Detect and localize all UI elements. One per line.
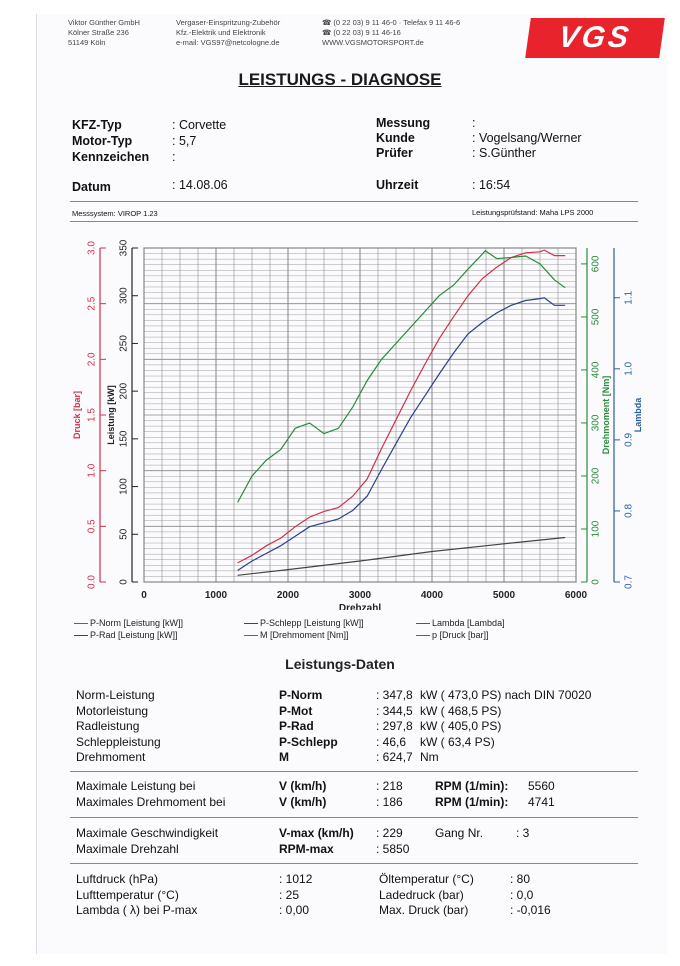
leistung-tick-label: 300 bbox=[118, 287, 130, 305]
lambda-tick-label: 1.0 bbox=[623, 361, 635, 376]
druck-tick-label: 2.0 bbox=[86, 352, 98, 367]
divider-1 bbox=[70, 771, 638, 772]
druck-tick-label: 1.0 bbox=[86, 463, 98, 478]
perf-value: : 46,6 bbox=[376, 734, 407, 749]
lambda-tick-label: 0.8 bbox=[623, 503, 635, 518]
legend-prad-swatch bbox=[74, 635, 88, 636]
max-value: : 218 bbox=[376, 779, 403, 793]
legend-lambda-swatch bbox=[416, 623, 430, 624]
section-title: Leistungs-Daten bbox=[285, 656, 395, 672]
env-value-2: : 80 bbox=[510, 872, 531, 886]
gang-label: Gang Nr. bbox=[435, 826, 484, 840]
rpm-max-key: RPM-max bbox=[279, 842, 334, 856]
gang-value: : 3 bbox=[516, 826, 530, 840]
legend-pschlepp-swatch bbox=[244, 623, 258, 624]
legend-m bbox=[244, 630, 349, 640]
legend-pnorm-unit: [Leistung [kW]] bbox=[123, 618, 184, 628]
legend-pschlepp-unit: [Leistung [kW]] bbox=[304, 618, 364, 628]
max-label: Maximales Drehmoment bei bbox=[76, 794, 226, 809]
legend-p-unit: [Druck [bar]] bbox=[439, 630, 489, 640]
perf-label: Schleppleistung bbox=[76, 734, 161, 749]
datum-value: : 14.08.06 bbox=[172, 178, 228, 192]
vgs-logo: VGS bbox=[525, 18, 665, 58]
chart-axes bbox=[72, 239, 643, 601]
env-label: Luftdruck (hPa) bbox=[76, 872, 159, 886]
kfz-type-text: Corvette bbox=[178, 118, 227, 132]
legend-lambda-unit: [Lambda] bbox=[467, 618, 505, 628]
max-rpm-value: 5560 bbox=[528, 779, 555, 793]
perf-unit: Nm bbox=[420, 750, 439, 764]
perf-value: : 624,7 bbox=[376, 750, 413, 764]
company-business bbox=[176, 18, 280, 48]
motor-type-text: 5,7 bbox=[178, 134, 197, 148]
company-email: e-mail: VGS97@netcologne.de bbox=[176, 38, 280, 47]
leistung-tick-label: 100 bbox=[118, 478, 130, 495]
perf-label: Motorleistung bbox=[76, 703, 149, 718]
legend-p-swatch bbox=[416, 635, 430, 636]
kennzeichen-value: : bbox=[172, 150, 176, 164]
rpm-max-value: : 5850 bbox=[376, 842, 410, 856]
chart-grid bbox=[144, 248, 576, 582]
lambda-tick-label: 0.9 bbox=[623, 432, 635, 447]
pruefstand-text: Leistungsprüfstand: Maha LPS 2000 bbox=[472, 208, 594, 217]
business-line-2: Kfz.-Elektrik und Elektronik bbox=[176, 28, 266, 37]
chart-top-divider bbox=[70, 221, 638, 222]
rpm-max-label: Maximale Drehzahl bbox=[76, 842, 179, 856]
env-label: Lambda ( λ) bei P-max bbox=[76, 903, 198, 917]
drehmoment-tick-label: 300 bbox=[590, 414, 602, 432]
drehmoment-tick-label: 500 bbox=[590, 308, 602, 326]
leistung-tick-label: 50 bbox=[118, 528, 130, 540]
leistung-axis-title: Leistung [kW] bbox=[106, 385, 116, 445]
uhrzeit-value: : 16:54 bbox=[472, 178, 511, 192]
series-m-line bbox=[238, 251, 566, 503]
max-rpm-label: RPM (1/min): bbox=[435, 779, 509, 793]
druck-tick-label: 3.0 bbox=[86, 241, 98, 255]
leistung-tick-label: 200 bbox=[118, 382, 130, 400]
perf-key: P-Rad bbox=[279, 719, 314, 733]
x-tick-label: 0 bbox=[141, 590, 147, 601]
legend-lambda-label: Lambda bbox=[432, 618, 465, 628]
drehmoment-tick-label: 0 bbox=[590, 579, 602, 585]
company-phone: ☎ (0 22 03) 9 11 46-0 · Telefax 9 11 46-6 bbox=[322, 18, 461, 27]
x-tick-label: 2000 bbox=[276, 590, 300, 601]
env-value: : 0,00 bbox=[279, 903, 310, 917]
max-rpm-label: RPM (1/min): bbox=[435, 794, 509, 809]
company-website: WWW.VGSMOTORSPORT.de bbox=[322, 38, 424, 47]
env-label-2: Ladedruck (bar) bbox=[379, 887, 464, 902]
drehmoment-tick-label: 400 bbox=[590, 361, 602, 379]
leistung-tick-label: 350 bbox=[118, 239, 130, 257]
uhrzeit-text: 16:54 bbox=[478, 178, 511, 192]
company-address bbox=[68, 18, 140, 48]
motor-type-value: : 5,7 bbox=[172, 134, 197, 148]
legend-pschlepp-label: P-Schlepp bbox=[260, 618, 302, 628]
leistung-tick-label: 250 bbox=[118, 335, 130, 352]
x-tick-label: 5000 bbox=[492, 590, 516, 601]
perf-unit: kW ( 473,0 PS) nach DIN 70020 bbox=[420, 688, 592, 702]
legend-p-label: p bbox=[432, 630, 438, 640]
vmax-value: : 229 bbox=[376, 826, 403, 840]
druck-tick-label: 0.5 bbox=[86, 519, 98, 534]
legend-prad bbox=[74, 630, 178, 640]
perf-unit: kW ( 63,4 PS) bbox=[420, 734, 495, 749]
perf-key: M bbox=[279, 750, 289, 764]
max-key: V (km/h) bbox=[279, 794, 327, 809]
header-divider bbox=[70, 201, 638, 202]
datum-text: 14.08.06 bbox=[178, 178, 228, 192]
kunde-value: : Vogelsang/Werner bbox=[472, 131, 582, 145]
druck-tick-label: 1.5 bbox=[86, 408, 98, 422]
legend-pnorm bbox=[74, 618, 183, 628]
max-rpm-value: 4741 bbox=[528, 794, 555, 809]
series-p-norm-line bbox=[238, 250, 566, 563]
druck-tick-label: 2.5 bbox=[86, 296, 98, 311]
perf-label: Radleistung bbox=[76, 719, 140, 733]
motor-type-label: Motor-Typ bbox=[72, 134, 133, 148]
legend-pnorm-swatch bbox=[74, 623, 88, 624]
drehmoment-tick-label: 200 bbox=[590, 467, 602, 485]
x-tick-label: 3000 bbox=[348, 590, 372, 601]
pruefer-label: Prüfer bbox=[376, 146, 413, 160]
env-value: : 1012 bbox=[279, 872, 313, 886]
performance-chart bbox=[0, 230, 680, 610]
leistung-tick-label: 0 bbox=[118, 579, 130, 585]
perf-key: P-Schlepp bbox=[279, 734, 338, 749]
company-contact bbox=[322, 18, 460, 48]
messung-label: Messung bbox=[376, 116, 431, 130]
env-value: : 25 bbox=[279, 887, 300, 902]
perf-value: : 297,8 bbox=[376, 719, 413, 733]
drehmoment-tick-label: 100 bbox=[590, 520, 602, 538]
vmax-key: V-max (km/h) bbox=[279, 826, 354, 840]
legend-m-swatch bbox=[244, 635, 258, 636]
kennzeichen-label: Kennzeichen bbox=[72, 150, 150, 164]
perf-label: Drehmoment bbox=[76, 750, 146, 764]
env-value-2: : -0,016 bbox=[510, 903, 551, 917]
druck-axis-title: Druck [bar] bbox=[72, 390, 82, 440]
x-tick-label: 6000 bbox=[564, 590, 588, 601]
druck-tick-label: 0.0 bbox=[86, 575, 98, 589]
pruefer-text: S.Günther bbox=[478, 146, 536, 160]
max-value: : 186 bbox=[376, 794, 403, 809]
lambda-tick-label: 0.7 bbox=[623, 575, 635, 589]
drehmoment-tick-label: 600 bbox=[590, 255, 602, 273]
messsystem-text: Messsystem: VIROP 1.23 bbox=[72, 209, 158, 218]
divider-3 bbox=[70, 863, 638, 864]
legend-m-unit: [Drehmoment [Nm]] bbox=[270, 630, 349, 640]
kunde-text: Vogelsang/Werner bbox=[478, 131, 582, 145]
env-label-2: Öltemperatur (°C) bbox=[379, 872, 474, 886]
lambda-axis-title: Lambda bbox=[633, 397, 643, 433]
uhrzeit-label: Uhrzeit bbox=[376, 178, 419, 192]
legend-lambda bbox=[416, 618, 505, 628]
legend-pschlepp bbox=[244, 618, 364, 628]
kfz-type-label: KFZ-Typ bbox=[72, 118, 122, 132]
perf-key: P-Mot bbox=[279, 703, 313, 718]
company-city: 51149 Köln bbox=[68, 38, 106, 47]
legend-p bbox=[416, 630, 489, 640]
vmax-label: Maximale Geschwindigkeit bbox=[76, 826, 219, 840]
company-name: Viktor Günther GmbH bbox=[68, 18, 140, 27]
perf-value: : 347,8 bbox=[376, 688, 413, 702]
messung-value: : bbox=[472, 116, 476, 130]
kunde-label: Kunde bbox=[376, 131, 415, 145]
legend-prad-unit: [Leistung [kW]] bbox=[118, 630, 178, 640]
perf-value: : 344,5 bbox=[376, 703, 413, 718]
drehmoment-axis-title: Drehmoment [Nm] bbox=[601, 375, 611, 455]
perf-unit: kW ( 405,0 PS) bbox=[420, 719, 502, 733]
legend-pnorm-label: P-Norm bbox=[90, 618, 121, 628]
max-key: V (km/h) bbox=[279, 779, 327, 793]
series-p-rad-line bbox=[238, 298, 566, 571]
x-tick-label: 1000 bbox=[204, 590, 228, 601]
page-title: LEISTUNGS - DIAGNOSE bbox=[238, 70, 442, 89]
kfz-type-value: : Corvette bbox=[172, 118, 227, 132]
datum-label: Datum bbox=[72, 180, 111, 194]
env-label: Lufttemperatur (°C) bbox=[76, 887, 179, 902]
divider-2 bbox=[70, 817, 638, 818]
env-value-2: : 0,0 bbox=[510, 887, 534, 902]
env-label-2: Max. Druck (bar) bbox=[379, 903, 469, 917]
legend-prad-label: P-Rad bbox=[90, 630, 116, 640]
leistung-tick-label: 150 bbox=[118, 430, 130, 448]
lambda-tick-label: 1.1 bbox=[623, 290, 635, 305]
company-phone-2: ☎ (0 22 03) 9 11 46-16 bbox=[322, 28, 401, 37]
perf-label: Norm-Leistung bbox=[76, 688, 155, 702]
perf-key: P-Norm bbox=[279, 688, 323, 702]
pruefer-value: : S.Günther bbox=[472, 146, 536, 160]
perf-unit: kW ( 468,5 PS) bbox=[420, 703, 502, 718]
company-street: Kölner Straße 236 bbox=[68, 28, 129, 37]
business-line-1: Vergaser-Einspritzung-Zubehör bbox=[176, 18, 281, 27]
x-tick-label: 4000 bbox=[420, 590, 444, 601]
legend-m-label: M bbox=[260, 630, 268, 640]
x-axis-label: Drehzahl bbox=[338, 603, 382, 610]
max-label: Maximale Leistung bei bbox=[76, 779, 196, 793]
